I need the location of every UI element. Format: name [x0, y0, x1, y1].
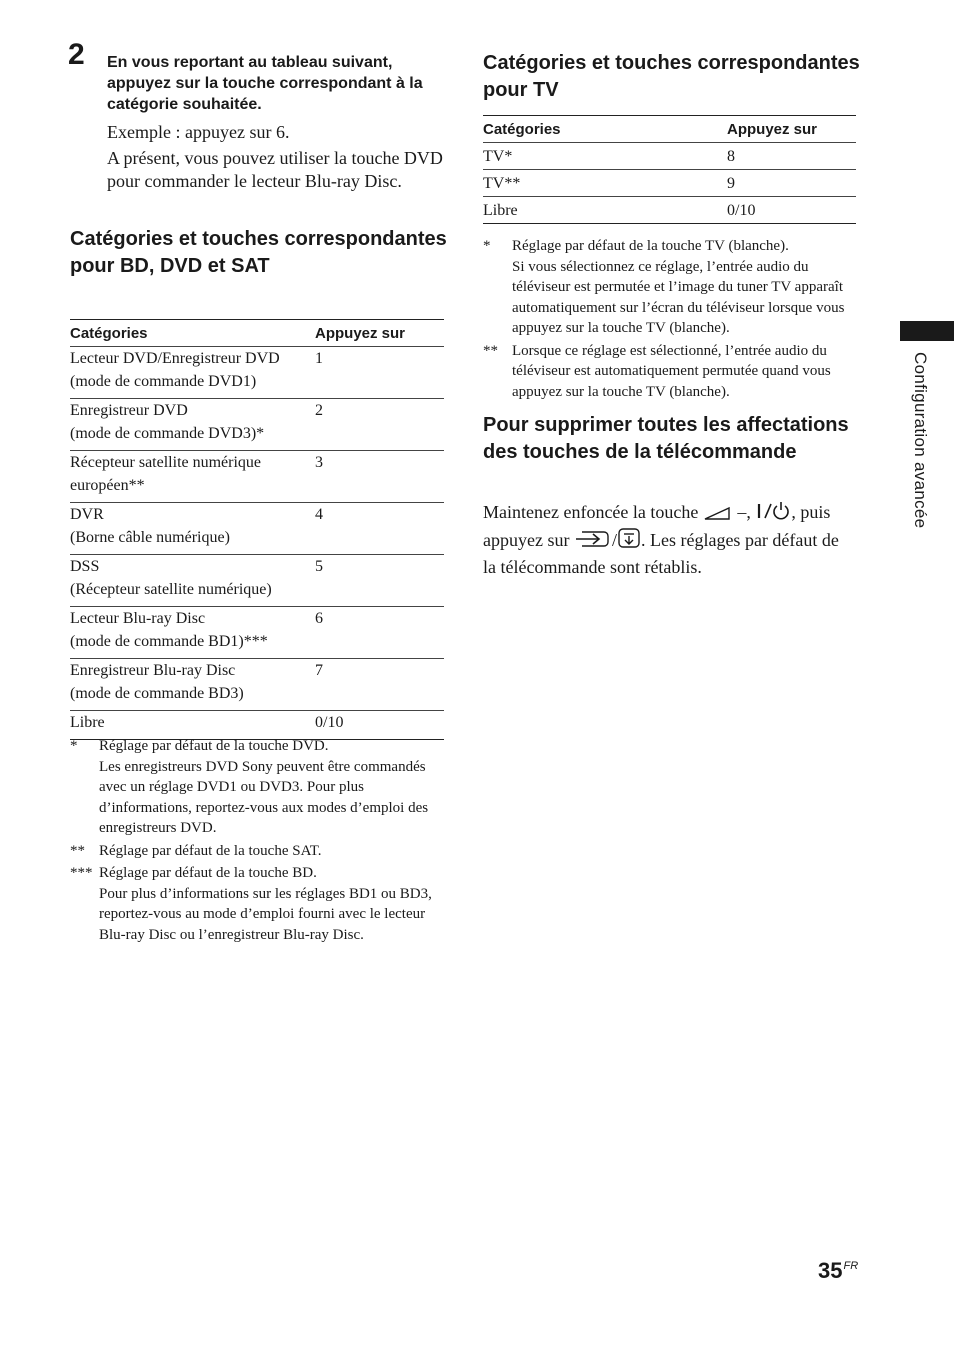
bd-category-table [70, 319, 444, 740]
footnote-mark: * [70, 738, 78, 754]
reset-text: –, [737, 502, 751, 522]
power-icon [755, 501, 791, 527]
table-row [70, 659, 444, 711]
category-name: Récepteur satellite numérique [70, 454, 262, 471]
page-language-suffix: FR [843, 1260, 859, 1272]
tv-input-icon [617, 527, 641, 555]
reset-text: / [611, 530, 617, 550]
category-cell [70, 607, 315, 659]
key-cell: 7 [315, 659, 444, 711]
category-cell [70, 399, 315, 451]
bd-section-heading: Catégories et touches correspondantes pour BD, DVD et SAT [70, 228, 447, 277]
footnote-mark: *** [70, 865, 93, 881]
key-cell: 2 [315, 399, 444, 451]
column-header: Appuyez sur [727, 116, 856, 143]
footnote [483, 236, 858, 339]
reset-text: . Les réglages par défaut de la télécommande sont rétablis. [483, 530, 839, 577]
tv-section-heading: Catégories et touches correspondantes pour TV [483, 52, 860, 101]
column-header: Catégories [483, 116, 727, 143]
footnote-mark: ** [70, 842, 85, 859]
footnote-text: Réglage par défaut de la touche TV (blanche). [512, 238, 789, 254]
step-example: Exemple : appuyez sur 6. [107, 122, 290, 142]
column-header: Appuyez sur [315, 320, 444, 347]
table-row [70, 607, 444, 659]
step-number: 2 [68, 38, 85, 71]
table-row [70, 503, 444, 555]
category-cell: Libre [483, 201, 518, 219]
key-cell: 8 [727, 143, 856, 170]
table-header-row [483, 116, 856, 143]
table-row [70, 451, 444, 503]
table-row [70, 399, 444, 451]
volume-icon [703, 503, 733, 527]
reset-section-heading: Pour supprimer toutes les affectations des touches de la télécommande [483, 414, 849, 463]
table-header-row [70, 320, 444, 347]
category-cell [70, 555, 315, 607]
footnote-text: Réglage par défaut de la touche SAT. [99, 842, 322, 859]
page-number-value: 35 [818, 1258, 843, 1283]
category-mode: (mode de commande BD3) [70, 685, 244, 702]
category-mode: (Récepteur satellite numérique) [70, 581, 272, 598]
category-mode: (mode de commande BD1)*** [70, 633, 268, 650]
category-cell: TV** [483, 170, 727, 197]
footnote [70, 736, 445, 839]
category-cell [70, 347, 315, 399]
table-row [483, 143, 856, 170]
category-mode: européen** [70, 477, 145, 494]
category-name: Enregistreur DVD [70, 402, 188, 419]
footnote-mark: ** [483, 342, 498, 359]
category-name: Libre [70, 714, 105, 731]
category-name: DSS [70, 558, 100, 575]
table-row [70, 555, 444, 607]
column-header: Catégories [70, 320, 315, 347]
table-row [70, 347, 444, 399]
reset-text: , puis appuyez sur [483, 502, 831, 550]
reset-instructions [483, 500, 855, 579]
footnote-text: Réglage par défaut de la touche DVD. [99, 738, 329, 754]
footnote [70, 863, 445, 945]
category-cell: TV* [483, 143, 727, 170]
category-name: Lecteur Blu-ray Disc [70, 610, 206, 627]
footnote-detail: Si vous sélectionnez ce réglage, l’entrée audio du téléviseur est permutée et l’image du tuner TV apparaît automatiquement sur l’écran du téléviseur lorsque vous appuyez sur la touche TV (blanche). [512, 258, 845, 336]
category-mode: (Borne câble numérique) [70, 529, 230, 546]
footnote [70, 841, 445, 862]
key-cell: 1 [315, 347, 444, 399]
key-cell: 4 [315, 503, 444, 555]
category-name: DVR [70, 506, 104, 523]
key-cell: 9 [727, 170, 856, 197]
step-description: A présent, vous pouvez utiliser la touche DVD pour commander le lecteur Blu-ray Disc. [107, 148, 443, 191]
category-cell [70, 503, 315, 555]
footnote [483, 341, 858, 403]
category-name: Enregistreur Blu-ray Disc [70, 662, 236, 679]
footnote-detail: Pour plus d’informations sur les réglages BD1 ou BD3, reportez-vous au mode d’emploi fourni avec le lecteur Blu-ray Disc ou l’enregistreur Blu-ray Disc. [99, 885, 432, 943]
input-select-icon [574, 529, 612, 555]
step-instruction: En vous reportant au tableau suivant, appuyez sur la touche correspondant à la catégorie souhaitée. [107, 54, 423, 113]
category-mode: (mode de commande DVD1) [70, 373, 257, 390]
side-tab-label: Configuration avancée [911, 352, 930, 529]
bd-footnotes [70, 736, 445, 947]
category-cell [70, 451, 315, 503]
footnote-mark: * [483, 238, 491, 254]
key-cell: 0/10 [727, 201, 756, 219]
footnote-text: Lorsque ce réglage est sélectionné, l’entrée audio du téléviseur est automatiquement permutée quand vous appuyez sur la touche TV (blanche). [512, 342, 831, 400]
category-cell [70, 659, 315, 711]
table-row [483, 170, 856, 197]
tv-category-table [483, 115, 856, 224]
key-cell: 0/10 [315, 714, 344, 731]
category-mode: (mode de commande DVD3)* [70, 425, 265, 442]
reset-text: Maintenez enfoncée la touche [483, 502, 699, 522]
side-tab-marker [900, 321, 954, 341]
category-name: Lecteur DVD/Enregistreur DVD [70, 350, 280, 367]
table-row [483, 197, 856, 224]
footnote-text: Réglage par défaut de la touche BD. [99, 865, 317, 881]
key-cell: 5 [315, 555, 444, 607]
footnote-detail: Les enregistreurs DVD Sony peuvent être commandés avec un réglage DVD1 ou DVD3. Pour plus d’informations, reportez-vous aux modes d’emploi des enregistreurs DVD. [99, 758, 429, 836]
page-number [818, 1258, 858, 1284]
key-cell: 3 [315, 451, 444, 503]
key-cell: 6 [315, 607, 444, 659]
tv-footnotes [483, 236, 858, 404]
step-body [107, 121, 447, 196]
